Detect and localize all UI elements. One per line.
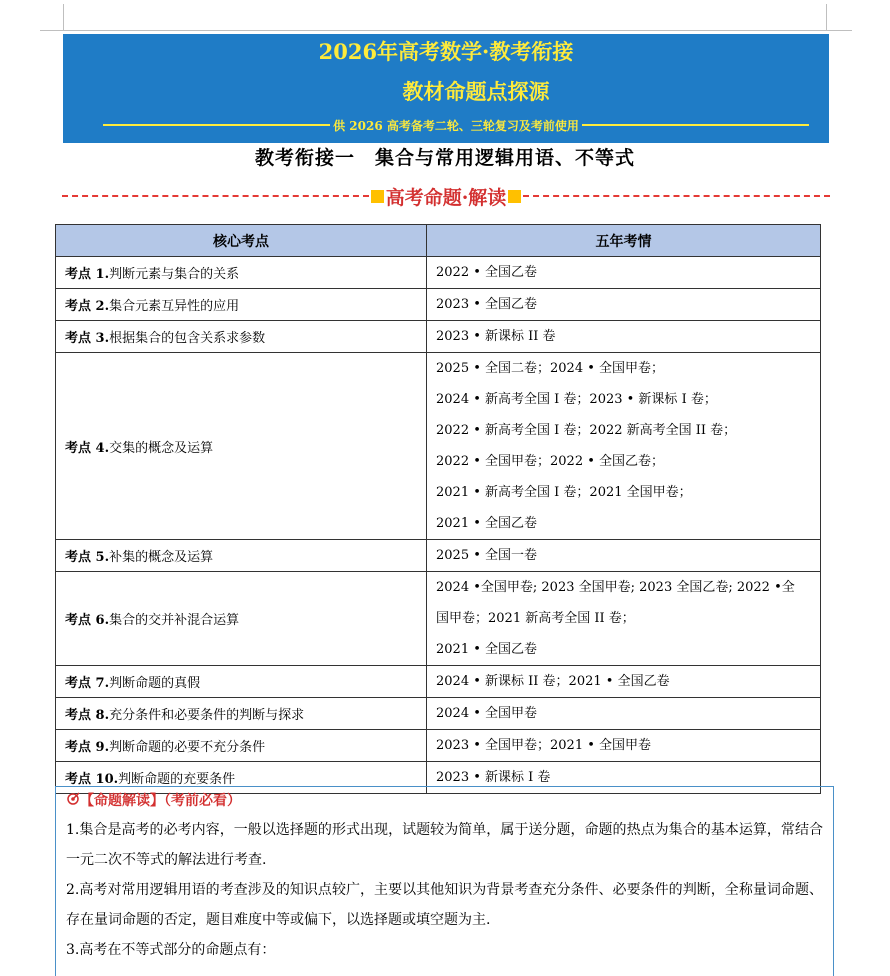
point-number: 考点 4.: [65, 440, 110, 456]
exam-year-line: 2021 • 全国乙卷: [436, 642, 538, 657]
exam-year-line: 2022 • 全国甲卷；2022 • 全国乙卷；: [436, 454, 665, 469]
crop-mark-left: [63, 4, 64, 30]
banner-rule-right: [582, 124, 809, 126]
point-number: 考点 8.: [65, 708, 110, 723]
point-number: 考点 3.: [65, 331, 110, 346]
section-title: 高考命题·解读: [385, 186, 507, 209]
subject-title: 教考衔接一 集合与常用逻辑用语、不等式: [254, 147, 635, 169]
point-number: 考点 10.: [65, 772, 119, 787]
header-five-year: 五年考情: [427, 225, 821, 257]
exam-years-cell: [427, 540, 821, 572]
point-number: 考点 6.: [65, 613, 110, 628]
exam-year-line: 2025 • 全国一卷: [436, 548, 538, 563]
interpretation-paragraph: 1.集合是高考的必考内容，一般以选择题的形式出现，试题较为简单，属于送分题，命题的热点为集合的基本运算，常结合一元二次不等式的解法进行考查.: [66, 822, 823, 868]
header-rule: [40, 30, 852, 31]
point-number: 考点 7.: [65, 676, 110, 691]
banner-usage-line: [103, 117, 809, 133]
point-topic: 判断元素与集合的关系: [109, 267, 240, 282]
core-point-cell: [56, 257, 427, 289]
exam-years-cell: [427, 353, 821, 540]
table-body: [56, 257, 821, 794]
banner-title: 2026年高考数学·教考衔接: [318, 39, 574, 64]
exam-year-line: 2024 • 新高考全国 I 卷；2023 • 新课标 I 卷；: [436, 392, 717, 407]
exam-years-cell: [427, 730, 821, 762]
section-dash-right: [523, 195, 830, 197]
point-number: 考点 9.: [65, 740, 110, 755]
core-point-cell: [56, 572, 427, 666]
point-topic: 判断命题的充要条件: [118, 772, 236, 787]
core-point-cell: [56, 353, 427, 540]
table-row: [56, 572, 821, 666]
exam-years-cell: [427, 289, 821, 321]
table-row: [56, 698, 821, 730]
point-topic: 补集的概念及运算: [109, 550, 214, 565]
banner-usage-text: 供 2026 高考备考二轮、三轮复习及考前使用: [333, 118, 579, 133]
core-point-cell: [56, 289, 427, 321]
point-topic: 集合元素互异性的应用: [109, 299, 240, 314]
exam-year-line: 2024 • 新课标 II 卷；2021 • 全国乙卷: [436, 674, 670, 689]
exam-year-line: 2022 • 新高考全国 I 卷；2022 新高考全国 II 卷；: [436, 423, 737, 438]
core-point-cell: [56, 540, 427, 572]
table-row: [56, 321, 821, 353]
exam-year-line: 国甲卷；2021 新高考全国 II 卷；: [436, 611, 635, 626]
table-row: [56, 257, 821, 289]
exam-year-line: 2023 • 全国乙卷: [436, 297, 538, 312]
crop-mark-right: [826, 4, 827, 30]
exam-years-cell: [427, 666, 821, 698]
exam-years-cell: [427, 572, 821, 666]
table-header-row: [56, 225, 821, 257]
point-topic: 交集的概念及运算: [109, 440, 214, 456]
section-header: [62, 183, 830, 209]
target-icon: [66, 787, 80, 815]
banner-subtitle: 教材命题点探源: [402, 79, 550, 104]
exam-year-line: 2021 • 新高考全国 I 卷；2021 全国甲卷；: [436, 485, 692, 500]
table-row: [56, 289, 821, 321]
core-point-cell: [56, 730, 427, 762]
exam-year-line: 2023 • 新课标 I 卷: [436, 770, 551, 785]
point-topic: 判断命题的必要不充分条件: [109, 740, 266, 755]
exam-years-cell: [427, 257, 821, 289]
title-banner: [63, 34, 829, 143]
point-topic: 根据集合的包含关系求参数: [109, 331, 266, 346]
exam-year-line: 2025 • 全国二卷；2024 • 全国甲卷；: [436, 361, 665, 376]
exam-years-cell: [427, 321, 821, 353]
exam-year-line: 2024 • 全国甲卷: [436, 706, 538, 721]
point-topic: 充分条件和必要条件的判断与探求: [109, 708, 305, 723]
point-number: 考点 2.: [65, 299, 110, 314]
exam-year-line: 2023 • 全国甲卷；2021 • 全国甲卷: [436, 738, 652, 753]
table-row: [56, 666, 821, 698]
interpretation-paragraph: 2.高考对常用逻辑用语的考查涉及的知识点较广，主要以其他知识为背景考查充分条件、必要条件的判断，全称量词命题、存在量词命题的否定，题目难度中等或偏下，以选择题或填空题为主.: [66, 882, 823, 928]
exam-year-line: 2022 • 全国乙卷: [436, 265, 538, 280]
interpretation-heading: [66, 787, 823, 815]
exam-years-cell: [427, 698, 821, 730]
interpretation-heading-text: 【命题解读】（考前必看）: [80, 793, 241, 809]
core-point-cell: [56, 698, 427, 730]
table-row: [56, 730, 821, 762]
table-row: [56, 353, 821, 540]
header-core-points: 核心考点: [56, 225, 427, 257]
point-number: 考点 5.: [65, 550, 110, 565]
table-row: [56, 540, 821, 572]
core-point-cell: [56, 321, 427, 353]
exam-points-table: [55, 224, 821, 794]
core-point-cell: [56, 666, 427, 698]
exam-year-line: 2021 • 全国乙卷: [436, 516, 538, 531]
banner-rule-left: [103, 124, 330, 126]
square-bullet-icon: [508, 190, 521, 203]
interpretation-paragraph: 3.高考在不等式部分的命题点有：: [66, 942, 276, 958]
interpretation-box: [55, 786, 834, 976]
point-topic: 判断命题的真假: [109, 676, 201, 691]
point-number: 考点 1.: [65, 267, 110, 282]
exam-year-line: 2024 •全国甲卷; 2023 全国甲卷; 2023 全国乙卷; 2022 •全: [436, 580, 795, 595]
section-dash-left: [62, 195, 369, 197]
point-topic: 集合的交并补混合运算: [109, 613, 240, 628]
exam-year-line: 2023 • 新课标 II 卷: [436, 329, 556, 344]
square-bullet-icon: [371, 190, 384, 203]
